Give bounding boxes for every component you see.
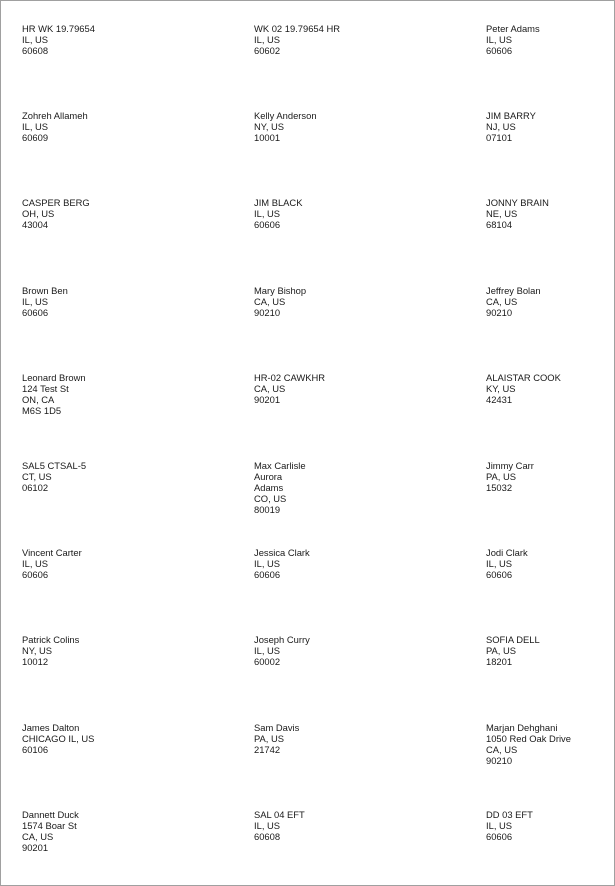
address-label <box>22 810 79 854</box>
label-line: 90201 <box>254 393 281 405</box>
label-name: Kelly Anderson <box>254 110 317 121</box>
label-name: Dannett Duck <box>22 809 79 820</box>
address-label <box>486 635 540 668</box>
address-label <box>254 548 310 581</box>
label-line: NJ, US <box>486 120 516 132</box>
label-name: CASPER BERG <box>22 197 90 208</box>
label-line: 10012 <box>22 655 49 667</box>
address-label <box>486 373 561 406</box>
label-line: IL, US <box>486 557 513 569</box>
label-line: 60606 <box>254 568 281 580</box>
label-line: IL, US <box>22 295 49 307</box>
label-line: CA, US <box>22 830 54 842</box>
label-name: SAL5 CTSAL-5 <box>22 460 87 471</box>
label-line: 80019 <box>254 503 281 515</box>
address-label <box>22 373 86 417</box>
label-name: JIM BLACK <box>254 197 303 208</box>
label-line: 43004 <box>22 218 49 230</box>
address-label <box>486 461 534 494</box>
label-line: 60606 <box>486 568 513 580</box>
label-line: NY, US <box>22 644 53 656</box>
address-label <box>254 373 325 406</box>
label-line: IL, US <box>254 557 281 569</box>
label-line: IL, US <box>22 120 49 132</box>
label-line: 124 Test St <box>22 382 69 394</box>
label-name: SAL 04 EFT <box>254 809 305 820</box>
label-line: 60002 <box>254 655 281 667</box>
label-name: Patrick Colins <box>22 634 80 645</box>
label-line: PA, US <box>486 644 517 656</box>
label-name: Sam Davis <box>254 722 300 733</box>
label-name: WK 02 19.79654 HR <box>254 23 340 34</box>
label-line: 42431 <box>486 393 513 405</box>
label-line: IL, US <box>486 819 513 831</box>
label-name: James Dalton <box>22 722 80 733</box>
address-label <box>254 286 306 319</box>
label-line: 18201 <box>486 655 513 667</box>
label-line: 60608 <box>22 44 49 56</box>
label-line: IL, US <box>254 207 281 219</box>
label-line: OH, US <box>22 207 55 219</box>
label-name: DD 03 EFT <box>486 809 533 820</box>
label-line: CT, US <box>22 470 52 482</box>
label-name: Joseph Curry <box>254 634 310 645</box>
address-label <box>22 111 88 144</box>
address-label <box>254 461 306 515</box>
address-label <box>254 810 305 843</box>
address-label <box>486 198 549 231</box>
label-line: 90210 <box>486 754 513 766</box>
label-line: PA, US <box>486 470 517 482</box>
label-line: 60609 <box>22 131 49 143</box>
address-label <box>486 111 536 144</box>
label-line: 60606 <box>22 306 49 318</box>
label-line: 10001 <box>254 131 281 143</box>
label-name: Marjan Dehghani <box>486 722 558 733</box>
label-line: M6S 1D5 <box>22 404 62 416</box>
address-label <box>254 111 317 144</box>
label-line: Aurora <box>254 470 283 482</box>
label-line: 21742 <box>254 743 281 755</box>
address-label <box>22 635 79 668</box>
label-line: 90210 <box>254 306 281 318</box>
label-line: 60606 <box>486 44 513 56</box>
label-name: Leonard Brown <box>22 372 86 383</box>
label-name: Jeffrey Bolan <box>486 285 541 296</box>
label-name: ALAISTAR COOK <box>486 372 561 383</box>
label-name: Jimmy Carr <box>486 460 534 471</box>
address-label <box>486 548 528 581</box>
label-line: CA, US <box>486 295 518 307</box>
label-line: 90210 <box>486 306 513 318</box>
label-line: IL, US <box>254 644 281 656</box>
address-label <box>22 461 86 494</box>
address-label <box>22 286 68 319</box>
label-name: Zohreh Allameh <box>22 110 88 121</box>
address-label <box>486 286 541 319</box>
label-line: 1050 Red Oak Drive <box>486 732 571 744</box>
label-line: Adams <box>254 481 284 493</box>
label-name: Jessica Clark <box>254 547 310 558</box>
address-label <box>22 548 82 581</box>
label-name: HR WK 19.79654 <box>22 23 95 34</box>
label-name: Vincent Carter <box>22 547 82 558</box>
label-line: IL, US <box>22 557 49 569</box>
label-name: HR-02 CAWKHR <box>254 372 326 383</box>
label-name: Mary Bishop <box>254 285 307 296</box>
label-name: Brown Ben <box>22 285 68 296</box>
label-line: CA, US <box>254 295 286 307</box>
address-label <box>22 723 94 756</box>
address-label <box>254 24 340 57</box>
label-line: 60608 <box>254 830 281 842</box>
label-line: IL, US <box>254 33 281 45</box>
label-line: CA, US <box>486 743 518 755</box>
label-line: PA, US <box>254 732 285 744</box>
address-label <box>486 723 571 767</box>
label-line: CA, US <box>254 382 286 394</box>
label-name: JIM BARRY <box>486 110 536 121</box>
label-name: Jodi Clark <box>486 547 528 558</box>
address-label <box>254 198 302 231</box>
address-label <box>22 198 90 231</box>
address-label <box>254 635 310 668</box>
label-line: 60106 <box>22 743 49 755</box>
label-line: CHICAGO IL, US <box>22 732 95 744</box>
label-line: 90201 <box>22 841 49 853</box>
label-line: IL, US <box>486 33 513 45</box>
label-name: Max Carlisle <box>254 460 306 471</box>
label-name: Peter Adams <box>486 23 540 34</box>
label-name: SOFIA DELL <box>486 634 540 645</box>
label-line: 1574 Boar St <box>22 819 77 831</box>
label-line: KY, US <box>486 382 516 394</box>
label-line: 60606 <box>254 218 281 230</box>
label-line: CO, US <box>254 492 287 504</box>
address-label <box>254 723 299 756</box>
label-line: IL, US <box>254 819 281 831</box>
label-line: 06102 <box>22 481 49 493</box>
label-line: ON, CA <box>22 393 55 405</box>
label-line: 60602 <box>254 44 281 56</box>
label-line: NY, US <box>254 120 285 132</box>
label-line: NE, US <box>486 207 518 219</box>
label-line: 60606 <box>22 568 49 580</box>
label-line: 15032 <box>486 481 513 493</box>
label-line: 07101 <box>486 131 513 143</box>
label-line: 68104 <box>486 218 513 230</box>
label-line: 60606 <box>486 830 513 842</box>
address-label <box>486 24 540 57</box>
address-label <box>22 24 95 57</box>
address-label <box>486 810 533 843</box>
label-line: IL, US <box>22 33 49 45</box>
label-name: JONNY BRAIN <box>486 197 549 208</box>
